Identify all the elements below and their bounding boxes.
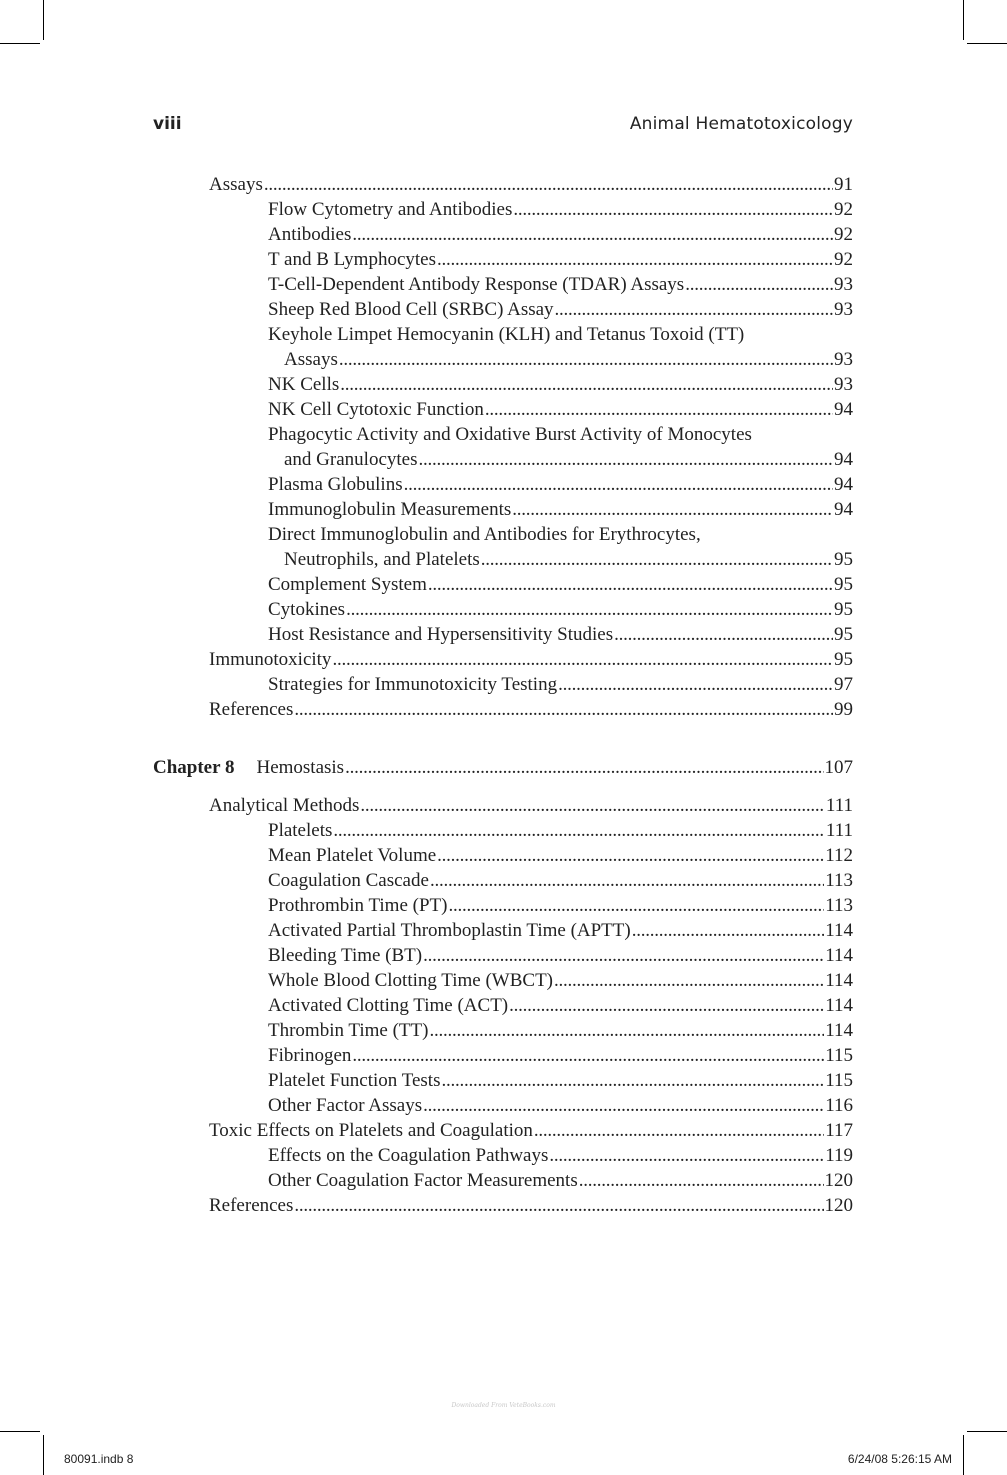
toc-page-number: 92 — [834, 249, 853, 270]
dot-leader — [555, 297, 833, 322]
book-title: Animal Hematotoxicology — [629, 114, 853, 134]
toc-page-number: 94 — [834, 499, 853, 520]
toc-page-number: 115 — [825, 1045, 853, 1066]
toc-page-number: 120 — [824, 1170, 853, 1191]
dot-leader — [429, 1018, 824, 1043]
toc-entry[interactable] — [0, 968, 1007, 993]
dot-leader — [549, 1143, 824, 1168]
toc-page-number: 115 — [825, 1070, 853, 1091]
toc-entry[interactable] — [0, 1143, 1007, 1168]
dot-leader — [512, 497, 833, 522]
crop-mark — [967, 1431, 1007, 1432]
dot-leader — [423, 1093, 824, 1118]
toc-page-number: 95 — [834, 549, 853, 570]
slug-file: 80091.indb 8 — [64, 1452, 134, 1466]
toc-page-number: 94 — [834, 474, 853, 495]
toc-entry-title: Mean Platelet Volume — [268, 845, 437, 866]
crop-mark — [43, 1435, 44, 1475]
toc-entry[interactable] — [0, 818, 1007, 843]
toc-entry-title: Analytical Methods — [209, 795, 360, 816]
toc-entry-title: Neutrophils, and Platelets — [284, 549, 480, 570]
toc-entry-title: Assays — [284, 349, 338, 370]
toc-entry-title: T-Cell-Dependent Antibody Response (TDAR) Assays — [268, 274, 685, 295]
dot-leader — [345, 755, 823, 781]
toc-page-number: 114 — [825, 995, 853, 1016]
dot-leader — [509, 993, 824, 1018]
toc-page-number: 97 — [834, 674, 853, 695]
dot-leader — [481, 547, 833, 572]
toc-entry[interactable] — [0, 472, 1007, 497]
toc-entry-title: T and B Lymphocytes — [268, 249, 436, 270]
dot-leader — [513, 197, 833, 222]
toc-entry[interactable] — [0, 1093, 1007, 1118]
dot-leader — [632, 918, 824, 943]
toc-entry[interactable] — [0, 297, 1007, 322]
dot-leader — [485, 397, 833, 422]
toc-entry[interactable] — [0, 647, 1007, 672]
toc-page-number: 114 — [825, 970, 853, 991]
dot-leader — [430, 868, 824, 893]
dot-leader — [360, 793, 825, 818]
toc-entry[interactable] — [0, 572, 1007, 597]
toc-entry-title: Activated Clotting Time (ACT) — [268, 995, 509, 1016]
toc-entry-title: Assays — [209, 174, 263, 195]
dot-leader — [339, 347, 833, 372]
toc-entry-title: Toxic Effects on Platelets and Coagulation — [209, 1120, 533, 1141]
chapter-label: Chapter 8 — [153, 757, 235, 778]
dot-leader — [437, 247, 833, 272]
toc-entry[interactable] — [0, 893, 1007, 918]
toc-entry-title: Thrombin Time (TT) — [268, 1020, 429, 1041]
dot-leader — [294, 1193, 823, 1218]
toc-entry[interactable] — [0, 622, 1007, 647]
toc-page-number: 91 — [834, 174, 853, 195]
toc-entry-title: Other Factor Assays — [268, 1095, 423, 1116]
toc-entry-title: Keyhole Limpet Hemocyanin (KLH) and Tetanus Toxoid (TT) — [268, 324, 745, 345]
toc-entry[interactable] — [0, 1018, 1007, 1043]
dot-leader — [332, 647, 833, 672]
toc-entry[interactable] — [0, 222, 1007, 247]
dot-leader — [534, 1118, 824, 1143]
toc-entry[interactable] — [0, 868, 1007, 893]
toc-page-number: 93 — [834, 299, 853, 320]
toc-entry-title: References — [209, 699, 294, 720]
dot-leader — [264, 172, 833, 197]
toc-page-number: 92 — [834, 224, 853, 245]
toc-page-number: 111 — [825, 795, 853, 816]
dot-leader — [685, 272, 833, 297]
toc-entry-title: Sheep Red Blood Cell (SRBC) Assay — [268, 299, 554, 320]
toc-entry-title: Strategies for Immunotoxicity Testing — [268, 674, 558, 695]
toc-page-number: 95 — [834, 574, 853, 595]
page-folio: viii — [153, 114, 182, 134]
toc-entry[interactable] — [0, 522, 1007, 547]
toc-entry[interactable] — [0, 422, 1007, 447]
toc-entry-title: Other Coagulation Factor Measurements — [268, 1170, 578, 1191]
toc-entry[interactable] — [0, 918, 1007, 943]
toc-entry-title: Phagocytic Activity and Oxidative Burst Activity of Monocytes — [268, 424, 752, 445]
toc-page-number: 116 — [825, 1095, 853, 1116]
crop-mark — [0, 1431, 40, 1432]
toc-entry-title: Direct Immunoglobulin and Antibodies for Erythrocytes, — [268, 524, 701, 545]
toc-entry[interactable] — [0, 1043, 1007, 1068]
toc-page-number: 92 — [834, 199, 853, 220]
dot-leader — [352, 222, 833, 247]
chapter-title: Hemostasis — [256, 757, 345, 778]
dot-leader — [404, 472, 833, 497]
dot-leader — [437, 843, 824, 868]
toc-entry[interactable] — [0, 347, 1007, 372]
toc-entry-title: NK Cell Cytotoxic Function — [268, 399, 484, 420]
toc-page-number: 120 — [824, 1195, 853, 1216]
dot-leader — [554, 968, 824, 993]
toc-page-number: 112 — [825, 845, 853, 866]
toc-entry[interactable] — [0, 372, 1007, 397]
crop-mark — [963, 1435, 964, 1475]
toc-page-number: 114 — [825, 945, 853, 966]
toc-entry-title: and Granulocytes — [284, 449, 418, 470]
toc-entry-title: Whole Blood Clotting Time (WBCT) — [268, 970, 554, 991]
toc-page-number: 94 — [834, 449, 853, 470]
toc-entry-title: Host Resistance and Hypersensitivity Studies — [268, 624, 614, 645]
toc-page-number: 117 — [825, 1120, 853, 1141]
dot-leader — [352, 1043, 824, 1068]
toc-entry-title: Platelets — [268, 820, 333, 841]
dot-leader — [294, 697, 833, 722]
toc-entry-title: Fibrinogen — [268, 1045, 352, 1066]
toc-entry[interactable] — [0, 272, 1007, 297]
toc-entry[interactable] — [0, 672, 1007, 697]
toc-page-number: 95 — [834, 624, 853, 645]
toc-entry-title: Plasma Globulins — [268, 474, 403, 495]
dot-leader — [558, 672, 833, 697]
dot-leader — [340, 372, 833, 397]
dot-leader — [579, 1168, 824, 1193]
toc-page-number: 93 — [834, 274, 853, 295]
chapter-entry[interactable] — [153, 755, 853, 781]
dot-leader — [428, 572, 833, 597]
toc-entry[interactable] — [0, 497, 1007, 522]
toc-page-number: 114 — [825, 920, 853, 941]
toc-entry-title: Activated Partial Thromboplastin Time (APTT) — [268, 920, 631, 941]
dot-leader — [418, 447, 833, 472]
toc-entry[interactable] — [0, 1068, 1007, 1093]
toc-entry-title: References — [209, 1195, 294, 1216]
toc-entry-title: Antibodies — [268, 224, 352, 245]
toc-page-number: 93 — [834, 374, 853, 395]
toc-entry[interactable] — [0, 322, 1007, 347]
toc-entry[interactable] — [0, 547, 1007, 572]
toc-page-number: 111 — [825, 820, 853, 841]
chapter-page-number: 107 — [824, 757, 853, 778]
toc-entry[interactable] — [0, 447, 1007, 472]
toc-entry[interactable] — [0, 993, 1007, 1018]
toc-entry[interactable] — [0, 197, 1007, 222]
toc-entry[interactable] — [0, 697, 1007, 722]
toc-entry[interactable] — [0, 1193, 1007, 1218]
toc-page-number: 99 — [834, 699, 853, 720]
dot-leader — [333, 818, 825, 843]
slug-timestamp: 6/24/08 5:26:15 AM — [847, 1452, 952, 1466]
toc-entry[interactable] — [0, 1168, 1007, 1193]
toc-entry[interactable] — [0, 397, 1007, 422]
dot-leader — [441, 1068, 824, 1093]
crop-mark — [0, 43, 40, 44]
toc-entry-title: Flow Cytometry and Antibodies — [268, 199, 513, 220]
toc-page-number: 93 — [834, 349, 853, 370]
toc-entry-title: Immunoglobulin Measurements — [268, 499, 512, 520]
toc-entry[interactable] — [0, 597, 1007, 622]
toc-entry-title: Immunotoxicity — [209, 649, 332, 670]
running-head — [153, 114, 853, 140]
toc-entry-title: Coagulation Cascade — [268, 870, 429, 891]
toc-page-number: 94 — [834, 399, 853, 420]
toc-entry-title: Complement System — [268, 574, 427, 595]
toc-page-number: 113 — [825, 895, 853, 916]
toc-entry[interactable] — [0, 1118, 1007, 1143]
toc-entry-title: Bleeding Time (BT) — [268, 945, 423, 966]
toc-entry[interactable] — [0, 793, 1007, 818]
toc-entry-title: Effects on the Coagulation Pathways — [268, 1145, 549, 1166]
crop-mark — [967, 43, 1007, 44]
toc-entry[interactable] — [0, 172, 1007, 197]
toc-entry[interactable] — [0, 247, 1007, 272]
dot-leader — [423, 943, 824, 968]
toc-entry[interactable] — [0, 943, 1007, 968]
toc-page-number: 95 — [834, 599, 853, 620]
toc-page-number: 113 — [825, 870, 853, 891]
toc-entry-title: Cytokines — [268, 599, 346, 620]
toc-page-number: 114 — [825, 1020, 853, 1041]
dot-leader — [614, 622, 833, 647]
crop-mark — [963, 0, 964, 40]
watermark: Downloaded From VeteBooks.com — [451, 1402, 556, 1409]
dot-leader — [448, 893, 824, 918]
crop-mark — [43, 0, 44, 40]
toc-entry-title: NK Cells — [268, 374, 340, 395]
toc-page-number: 119 — [825, 1145, 853, 1166]
toc-page-number: 95 — [834, 649, 853, 670]
dot-leader — [346, 597, 833, 622]
toc-entry-title: Prothrombin Time (PT) — [268, 895, 448, 916]
toc-entry[interactable] — [0, 843, 1007, 868]
toc-entry-title: Platelet Function Tests — [268, 1070, 441, 1091]
